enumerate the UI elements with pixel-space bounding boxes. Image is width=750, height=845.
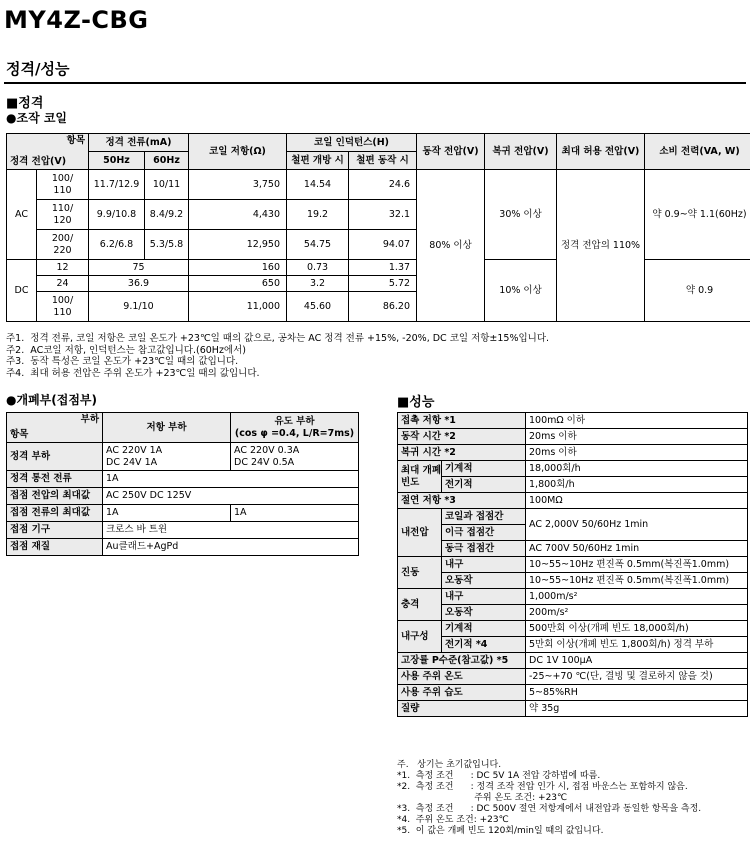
table-row [398, 637, 748, 653]
performance-heading: ■성능 [397, 395, 435, 410]
perf-sublabel: 기계적 [442, 461, 526, 477]
rating-heading: ■정격 [6, 96, 44, 111]
coil-open: 0.73 [287, 260, 349, 276]
coil-current-50: 9.9/10.8 [89, 200, 145, 230]
contact-value: 1A [103, 471, 359, 488]
note-item: *4. 주위 온도 조건: +23℃ [397, 815, 509, 825]
perf-label: 내전압 [398, 509, 442, 557]
operate-value: 80% 이상 [417, 170, 485, 322]
ac-release-value: 30% 이상 [485, 170, 557, 260]
contact-value: Au클래드+AgPd [103, 539, 359, 556]
note-item: 주3. 동작 특성은 코일 온도가 +23℃일 때의 값입니다. [6, 356, 239, 367]
table-row [398, 493, 748, 509]
note-item: 주1. 정격 전류, 코일 저항은 코일 온도가 +23℃일 때의 값으로, 공차는 AC 정격 전류 +15%, -20%, DC 코일 저항±15%입니다. [6, 333, 550, 344]
coil-open: 3.2 [287, 276, 349, 292]
table-row [7, 522, 359, 539]
perf-value: AC 2,000V 50/60Hz 1min [526, 509, 748, 541]
coil-current-50: 6.2/6.8 [89, 230, 145, 260]
table-row [398, 445, 748, 461]
coil-notes [6, 333, 549, 379]
note-item: 주위 온도 조건: +23℃ [397, 793, 568, 803]
coil-header-voltage: 정격 전압(V) [10, 156, 67, 167]
performance-table [397, 412, 748, 717]
perf-sublabel: 오동작 [442, 605, 526, 621]
ac-power-value: 약 0.9~약 1.1(60Hz) [645, 170, 750, 260]
dc-label: DC [7, 260, 37, 322]
coil-header-resistance: 코일 저항(Ω) [189, 134, 287, 170]
perf-label: 절연 저항 *3 [398, 493, 526, 509]
coil-header-corner [7, 134, 89, 170]
coil-resistance: 4,430 [189, 200, 287, 230]
contact-header-corner [7, 413, 103, 443]
coil-current-60: 5.3/5.8 [145, 230, 189, 260]
coil-closed: 24.6 [349, 170, 417, 200]
coil-header-open: 철편 개방 시 [287, 152, 349, 170]
perf-value: DC 1V 100μA [526, 653, 748, 669]
table-row [7, 505, 359, 522]
coil-open: 54.75 [287, 230, 349, 260]
coil-closed: 86.20 [349, 292, 417, 322]
perf-value: 20ms 이하 [526, 429, 748, 445]
perf-value: 100MΩ [526, 493, 748, 509]
contact-header-item: 항목 [10, 429, 29, 440]
perf-label: 사용 주위 습도 [398, 685, 526, 701]
inductive-condition: (cos φ =0.4, L/R=7ms) [234, 427, 355, 439]
coil-resistance: 160 [189, 260, 287, 276]
coil-resistance: 12,950 [189, 230, 287, 260]
coil-header-operate: 동작 전압(V) [417, 134, 485, 170]
coil-current-60: 10/11 [145, 170, 189, 200]
coil-closed: 32.1 [349, 200, 417, 230]
contact-row-label: 정격 통전 전류 [7, 471, 103, 488]
contact-resistive-value: 1A [103, 505, 231, 522]
perf-label: 접촉 저항 *1 [398, 413, 526, 429]
coil-current: 75 [89, 260, 189, 276]
coil-heading: ●조작 코일 [6, 111, 68, 125]
contact-row-label: 접점 재질 [7, 539, 103, 556]
contact-row-label: 접점 기구 [7, 522, 103, 539]
contact-inductive-value: AC 220V 0.3A DC 24V 0.5A [231, 443, 359, 471]
table-row [398, 541, 748, 557]
table-row [398, 621, 748, 637]
title-divider [4, 82, 746, 84]
table-row [398, 653, 748, 669]
coil-voltage: 100/ 110 [37, 170, 89, 200]
coil-voltage: 24 [37, 276, 89, 292]
perf-sublabel: 오동작 [442, 573, 526, 589]
perf-label: 고장률 P수준(참고값) *5 [398, 653, 526, 669]
table-row [398, 685, 748, 701]
table-row [7, 539, 359, 556]
coil-closed: 5.72 [349, 276, 417, 292]
coil-table [6, 133, 750, 322]
perf-value: 18,000회/h [526, 461, 748, 477]
note-item: 주4. 최대 허용 전압은 주위 온도가 +23℃일 때의 값입니다. [6, 367, 260, 379]
perf-label: 내구성 [398, 621, 442, 653]
perf-sublabel: 이극 접점간 [442, 525, 526, 541]
perf-value: AC 700V 50/60Hz 1min [526, 541, 748, 557]
contact-inductive-value: 1A [231, 505, 359, 522]
coil-closed: 94.07 [349, 230, 417, 260]
contact-row-label: 접점 전압의 최대값 [7, 488, 103, 505]
perf-label: 충격 [398, 589, 442, 621]
perf-sublabel: 기계적 [442, 621, 526, 637]
contact-value: 크로스 바 트윈 [103, 522, 359, 539]
perf-value: -25~+70 ℃(단, 결빙 및 결로하지 않을 것) [526, 669, 748, 685]
coil-open: 45.60 [287, 292, 349, 322]
dc-power-value: 약 0.9 [645, 260, 750, 322]
contact-resistive-value: AC 220V 1A DC 24V 1A [103, 443, 231, 471]
perf-sublabel: 내구 [442, 589, 526, 605]
dc-release-value: 10% 이상 [485, 260, 557, 322]
ac-label: AC [7, 170, 37, 260]
note-item: *3. 측정 조건 : DC 500V 절연 저항계에서 내전압과 동일한 항목을 측정. [397, 804, 702, 814]
note-item: 주. 상기는 초기값입니다. [397, 760, 502, 770]
perf-value: 100mΩ 이하 [526, 413, 748, 429]
coil-header-60hz: 60Hz [145, 152, 189, 170]
perf-sublabel: 전기적 [442, 477, 526, 493]
table-row [7, 471, 359, 488]
contact-heading: ●개폐부(접점부) [6, 393, 97, 407]
contact-table [6, 412, 359, 556]
perf-sublabel: 전기적 *4 [442, 637, 526, 653]
table-row [7, 488, 359, 505]
contact-header-inductive [231, 413, 359, 443]
perf-value: 500만회 이상(개폐 빈도 18,000회/h) [526, 621, 748, 637]
section-title: 정격/성능 [6, 60, 70, 78]
contact-value: AC 250V DC 125V [103, 488, 359, 505]
perf-value: 약 35g [526, 701, 748, 717]
coil-resistance: 11,000 [189, 292, 287, 322]
coil-open: 19.2 [287, 200, 349, 230]
perf-label: 사용 주위 온도 [398, 669, 526, 685]
table-row [398, 461, 748, 477]
performance-notes [397, 760, 701, 837]
coil-header-max: 최대 허용 전압(V) [557, 134, 645, 170]
perf-value: 5~85%RH [526, 685, 748, 701]
contact-row-label: 정격 부하 [7, 443, 103, 471]
table-row [7, 443, 359, 471]
note-item: *1. 측정 조건 : DC 5V 1A 전압 강하법에 따름. [397, 771, 601, 781]
perf-label: 복귀 시간 *2 [398, 445, 526, 461]
table-row [7, 170, 750, 200]
coil-voltage: 12 [37, 260, 89, 276]
table-row [398, 589, 748, 605]
perf-label: 질량 [398, 701, 526, 717]
perf-label: 최대 개폐 빈도 [398, 461, 442, 493]
note-item: *2. 측정 조건 : 정격 조작 전압 인가 시, 접점 바운스는 포함하지 않음. [397, 782, 688, 792]
coil-closed: 1.37 [349, 260, 417, 276]
perf-value: 5만회 이상(개폐 빈도 1,800회/h) 정격 부하 [526, 637, 748, 653]
table-row [398, 413, 748, 429]
perf-value: 10~55~10Hz 편진폭 0.5mm(복진폭1.0mm) [526, 573, 748, 589]
max-voltage-value: 정격 전압의 110% [557, 170, 645, 322]
perf-value: 200m/s² [526, 605, 748, 621]
contact-header-load: 부하 [80, 414, 99, 425]
coil-header-item: 항목 [66, 135, 85, 146]
table-row [398, 701, 748, 717]
table-row [398, 669, 748, 685]
coil-resistance: 3,750 [189, 170, 287, 200]
perf-sublabel: 동극 접점간 [442, 541, 526, 557]
contact-row-label: 접점 전류의 최대값 [7, 505, 103, 522]
coil-current: 36.9 [89, 276, 189, 292]
coil-header-current: 정격 전류(mA) [89, 134, 189, 152]
perf-sublabel: 내구 [442, 557, 526, 573]
coil-current: 9.1/10 [89, 292, 189, 322]
table-row [398, 509, 748, 525]
table-row [398, 557, 748, 573]
page-title: MY4Z-CBG [4, 6, 149, 34]
perf-value: 1,000m/s² [526, 589, 748, 605]
perf-value: 20ms 이하 [526, 445, 748, 461]
coil-voltage: 200/ 220 [37, 230, 89, 260]
perf-label: 동작 시간 *2 [398, 429, 526, 445]
table-row [398, 605, 748, 621]
coil-voltage: 110/ 120 [37, 200, 89, 230]
perf-value: 1,800회/h [526, 477, 748, 493]
coil-header-release: 복귀 전압(V) [485, 134, 557, 170]
coil-header-power: 소비 전력(VA, W) [645, 134, 750, 170]
table-row [398, 573, 748, 589]
coil-current-50: 11.7/12.9 [89, 170, 145, 200]
table-row [398, 477, 748, 493]
perf-value: 10~55~10Hz 편진폭 0.5mm(복진폭1.0mm) [526, 557, 748, 573]
note-item: 주2. AC코일 저항, 인덕턴스는 참고값입니다.(60Hz에서) [6, 344, 246, 356]
inductive-label: 유도 부하 [274, 415, 315, 427]
table-row [398, 429, 748, 445]
note-item: *5. 이 값은 개폐 빈도 120회/min일 때의 값입니다. [397, 826, 604, 836]
coil-header-closed: 철편 동작 시 [349, 152, 417, 170]
coil-open: 14.54 [287, 170, 349, 200]
coil-header-inductance: 코일 인덕턴스(H) [287, 134, 417, 152]
contact-header-resistive: 저항 부하 [103, 413, 231, 443]
perf-sublabel: 코일과 접점간 [442, 509, 526, 525]
perf-label: 진동 [398, 557, 442, 589]
coil-voltage: 100/ 110 [37, 292, 89, 322]
coil-resistance: 650 [189, 276, 287, 292]
coil-header-50hz: 50Hz [89, 152, 145, 170]
coil-current-60: 8.4/9.2 [145, 200, 189, 230]
